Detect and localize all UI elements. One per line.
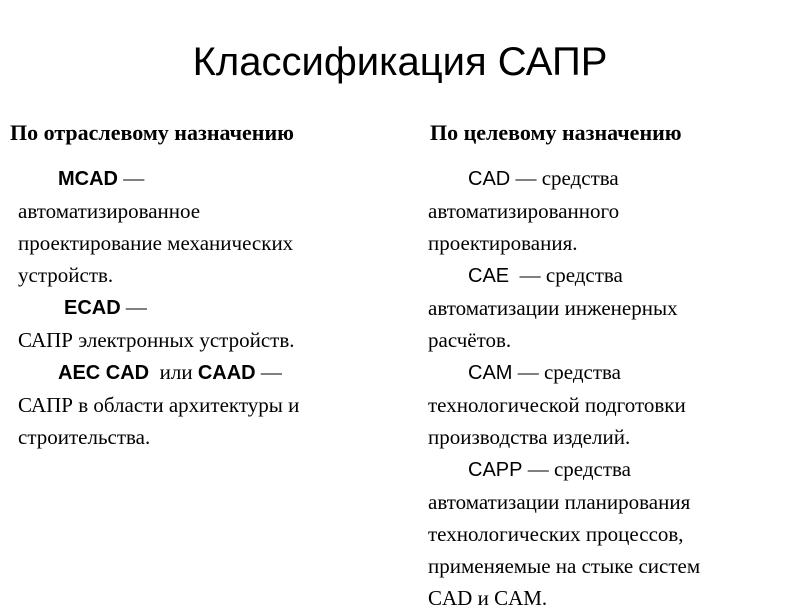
cad-line-1: автоматизированного (428, 199, 620, 223)
cam-line-2: производства изделий. (428, 425, 631, 449)
heading-purpose: По целевому назначению (430, 120, 682, 145)
cam-line-1: технологической подготовки (428, 393, 686, 417)
cad-line-2: проектирования. (428, 231, 578, 255)
mcad-line-3: устройств. (18, 263, 114, 287)
capp-rest: — средства (522, 457, 631, 481)
entry-cam (428, 356, 798, 453)
cae-term-line (428, 259, 798, 292)
cad-term-line (428, 162, 798, 195)
entry-capp (428, 453, 798, 614)
entry-aec-cad (18, 356, 413, 453)
cam-term-line (428, 356, 798, 389)
capp-term-line (428, 453, 798, 486)
mcad-term-line (18, 162, 413, 195)
aec-line-2: строительства. (18, 425, 151, 449)
heading-industry: По отраслевому назначению (10, 120, 294, 145)
ecad-term: ECAD (64, 297, 121, 319)
purpose-column (428, 162, 798, 614)
capp-line-3: применяемые на стыке систем (428, 554, 701, 578)
cae-rest: — средства (509, 263, 623, 287)
aec-dash: — (255, 360, 282, 384)
cam-term: CAM (468, 362, 513, 384)
aec-or: или (149, 360, 198, 384)
entry-mcad (18, 162, 413, 291)
cae-line-1: автоматизации инженерных (428, 296, 678, 320)
aec-line-1: САПР в области архитектуры и (18, 393, 300, 417)
mcad-dash: — (118, 166, 145, 190)
entry-ecad (18, 291, 413, 356)
ecad-line-1: САПР электронных устройств. (18, 328, 295, 352)
ecad-term-line (18, 291, 413, 324)
cae-term: CAE (468, 265, 510, 287)
capp-line-4: CAD и CAM. (428, 586, 548, 610)
cae-line-2: расчётов. (428, 328, 512, 352)
industry-column (18, 162, 413, 453)
ecad-dash: — (120, 295, 147, 319)
page-title: Классификация САПР (192, 40, 608, 84)
cad-rest: — средства (510, 166, 619, 190)
mcad-line-2: проектирование механических (18, 231, 294, 255)
capp-line-2: технологических процессов, (428, 522, 684, 546)
cam-rest: — средства (512, 360, 621, 384)
aec-term: AEC CAD (58, 362, 150, 384)
capp-term: CAPP (468, 459, 523, 481)
caad-term: CAAD (197, 362, 256, 384)
entry-cae (428, 259, 798, 356)
capp-line-1: автоматизации планирования (428, 490, 691, 514)
cad-term: CAD (468, 168, 511, 190)
entry-cad (428, 162, 798, 259)
aec-term-line (18, 356, 413, 389)
mcad-term: MCAD (58, 168, 118, 190)
mcad-line-1: автоматизированное (18, 199, 201, 223)
